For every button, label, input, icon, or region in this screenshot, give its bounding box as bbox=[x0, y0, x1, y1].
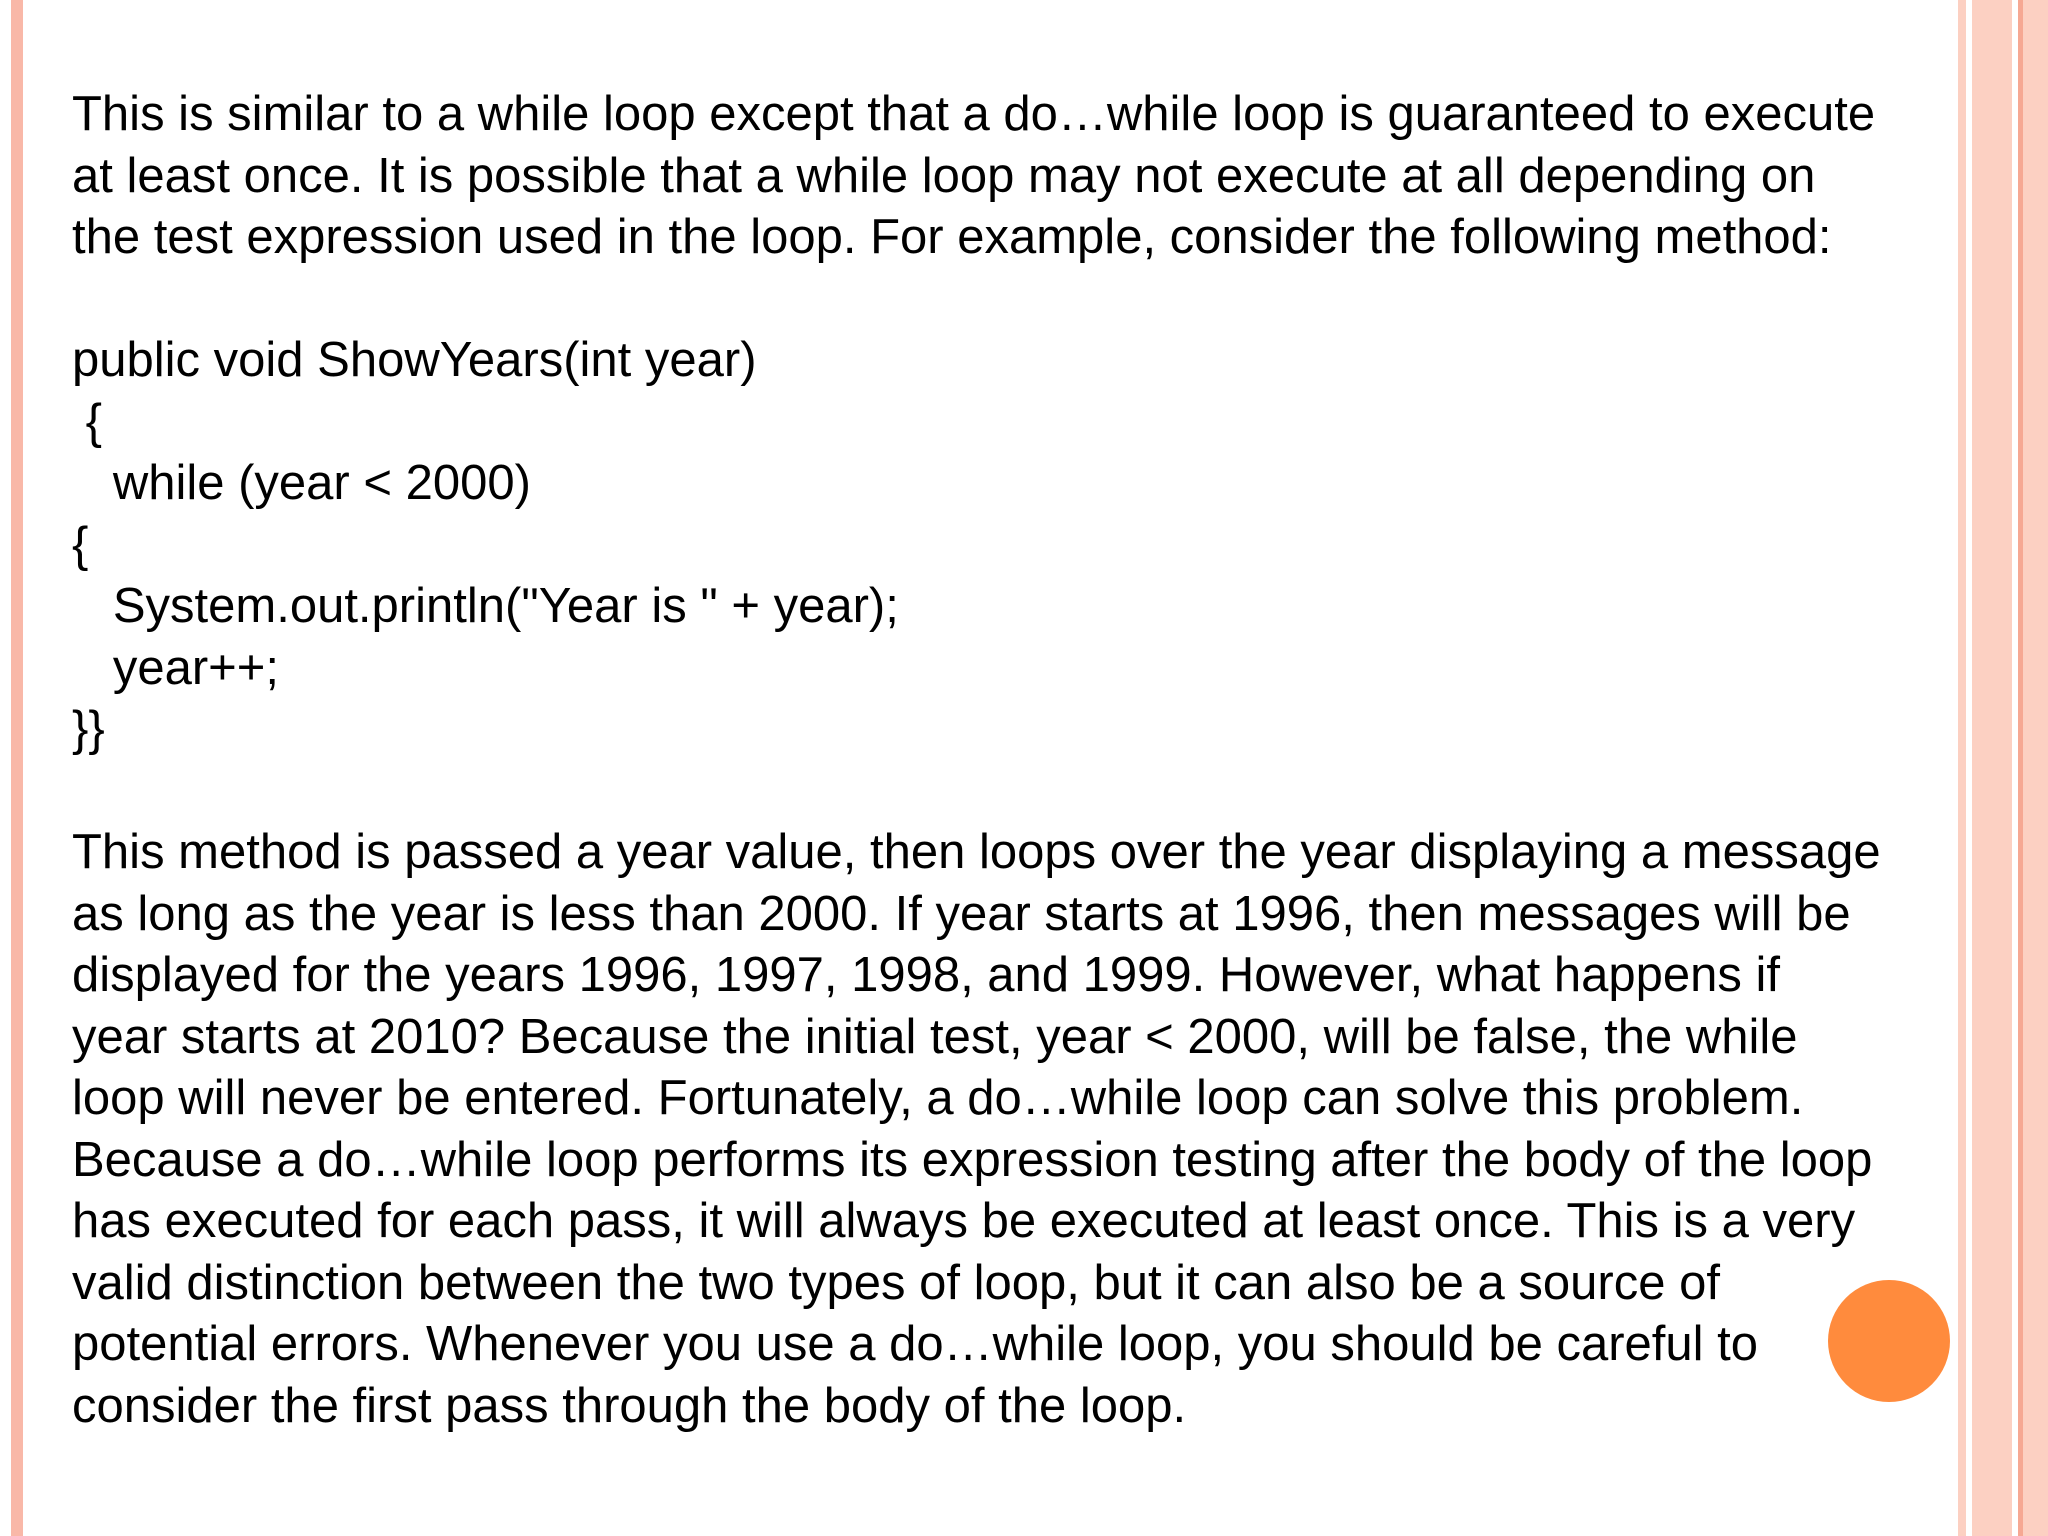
text-line: has executed for each pass, it will always be executed at least once. This is a very bbox=[72, 1194, 1856, 1248]
left-border-bar bbox=[11, 0, 23, 1536]
text-line: valid distinction between the two types of loop, but it can also be a source of bbox=[72, 1255, 1720, 1310]
code-line: }} bbox=[72, 702, 105, 756]
text-line: at least once. It is possible that a while loop may not execute at all depending on bbox=[72, 148, 1816, 203]
right-decorative-band bbox=[1958, 0, 2048, 1536]
code-line: { bbox=[72, 394, 102, 449]
text-line: displayed for the years 1996, 1997, 1998, and 1999. However, what happens if bbox=[72, 948, 1781, 1002]
code-line: System.out.println("Year is " + year); bbox=[72, 579, 899, 633]
code-line: while (year < 2000) bbox=[72, 456, 531, 510]
code-line: public void ShowYears(int year) bbox=[72, 333, 757, 387]
band-stripe bbox=[1972, 0, 2012, 1536]
paragraph-spacer bbox=[72, 761, 1962, 823]
code-example bbox=[72, 330, 1962, 761]
text-line: loop will never be entered. Fortunately, a do…while loop can solve this problem. bbox=[72, 1071, 1804, 1125]
text-line: potential errors. Whenever you use a do…while loop, you should be careful to bbox=[72, 1317, 1759, 1371]
text-line: Because a do…while loop performs its expression testing after the body of the loop bbox=[72, 1132, 1873, 1187]
band-stripe bbox=[2023, 0, 2048, 1536]
code-line: { bbox=[72, 517, 89, 572]
slide-body-text bbox=[72, 84, 1962, 1437]
paragraph-spacer bbox=[72, 269, 1962, 331]
text-line: This method is passed a year value, then loops over the year displaying a message bbox=[72, 825, 1881, 879]
text-line: the test expression used in the loop. For example, consider the following method: bbox=[72, 210, 1832, 264]
text-line: as long as the year is less than 2000. If year starts at 1996, then messages will be bbox=[72, 886, 1851, 941]
text-line: consider the first pass through the body of the loop. bbox=[72, 1378, 1187, 1433]
text-line: This is similar to a while loop except that a do…while loop is guaranteed to execute bbox=[72, 87, 1876, 141]
orange-circle-decoration bbox=[1828, 1280, 1950, 1402]
explanation-paragraph bbox=[72, 822, 1962, 1437]
text-line: year starts at 2010? Because the initial test, year < 2000, will be false, the while bbox=[72, 1009, 1798, 1064]
code-line: year++; bbox=[72, 640, 280, 695]
intro-paragraph bbox=[72, 84, 1962, 269]
